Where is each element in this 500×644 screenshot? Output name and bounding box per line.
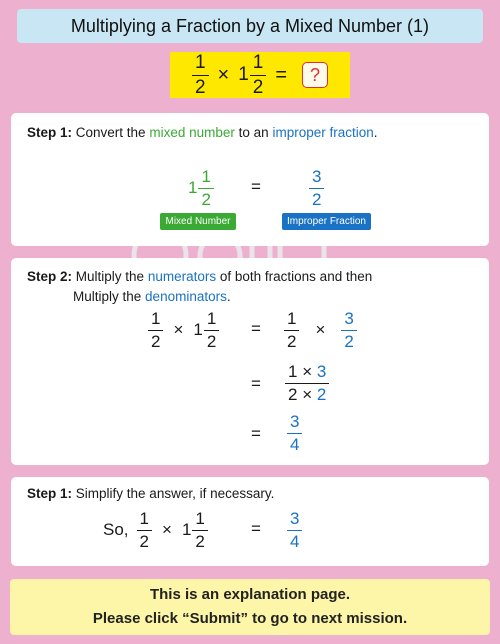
step3-instruction: Step 1: Simplify the answer, if necessary. (27, 486, 275, 501)
page-title (17, 9, 483, 43)
step3-equals: = (251, 519, 261, 538)
problem-times: × (217, 63, 230, 86)
step1-improper-fraction: $\frac{3}{2}$ (309, 168, 324, 209)
step1-card (11, 113, 489, 246)
problem-fraction-a: $\frac{1}{2}$ (192, 53, 209, 98)
step2-row1-equals: = (251, 319, 261, 338)
step3-answer: $\frac{3}{4}$ (287, 510, 302, 551)
mixed-number-badge: Mixed Number (160, 213, 236, 230)
step2-row3-equals: = (251, 424, 261, 443)
numerators-term: numerators (147, 269, 217, 284)
problem-equals: = (275, 63, 288, 86)
answer-placeholder: ? (302, 62, 328, 88)
step2-instruction-line1: Step 2: Multiply the numerators of both fractions and then (27, 269, 373, 284)
step1-equals: = (251, 177, 261, 196)
step2-row1-left: $\frac{1}{2}$ × 1 $\frac{1}{2}$ (148, 310, 219, 351)
step3-card (11, 477, 489, 566)
step1-instruction: Step 1: Convert the mixed number to an improper fraction. (27, 125, 378, 140)
step2-instruction-line2: Multiply the denominators. (73, 289, 231, 304)
step1-mixed-number: 1 $\frac{1}{2}$ (188, 168, 214, 209)
step2-row3-result: $\frac{3}{4}$ (287, 413, 302, 454)
step2-row1-right: $\frac{1}{2}$ × $\frac{3}{2}$ (284, 310, 357, 351)
problem-mixed-number: 1 $\frac{1}{2}$ (238, 53, 266, 98)
mixed-number-term: mixed number (149, 125, 235, 140)
problem-box (170, 52, 350, 98)
step2-card (11, 258, 489, 465)
denominators-term: denominators (145, 289, 227, 304)
step2-row2-equals: = (251, 374, 261, 393)
footer-line2: Please click “Submit” to go to next mission. (92, 610, 408, 627)
improper-fraction-term: improper fraction (272, 125, 374, 140)
explanation-footer (10, 579, 490, 635)
footer-line1: This is an explanation page. (149, 586, 351, 603)
improper-fraction-badge: Improper Fraction (282, 213, 371, 230)
page-title-text: Multiplying a Fraction by a Mixed Number (1) (70, 15, 430, 36)
step2-row2-product: $\frac{1 \times 3}{2 \times 2}$ (285, 363, 329, 404)
step3-expression: So, $\frac{1}{2}$ × 1 $\frac{1}{2}$ (103, 510, 208, 551)
